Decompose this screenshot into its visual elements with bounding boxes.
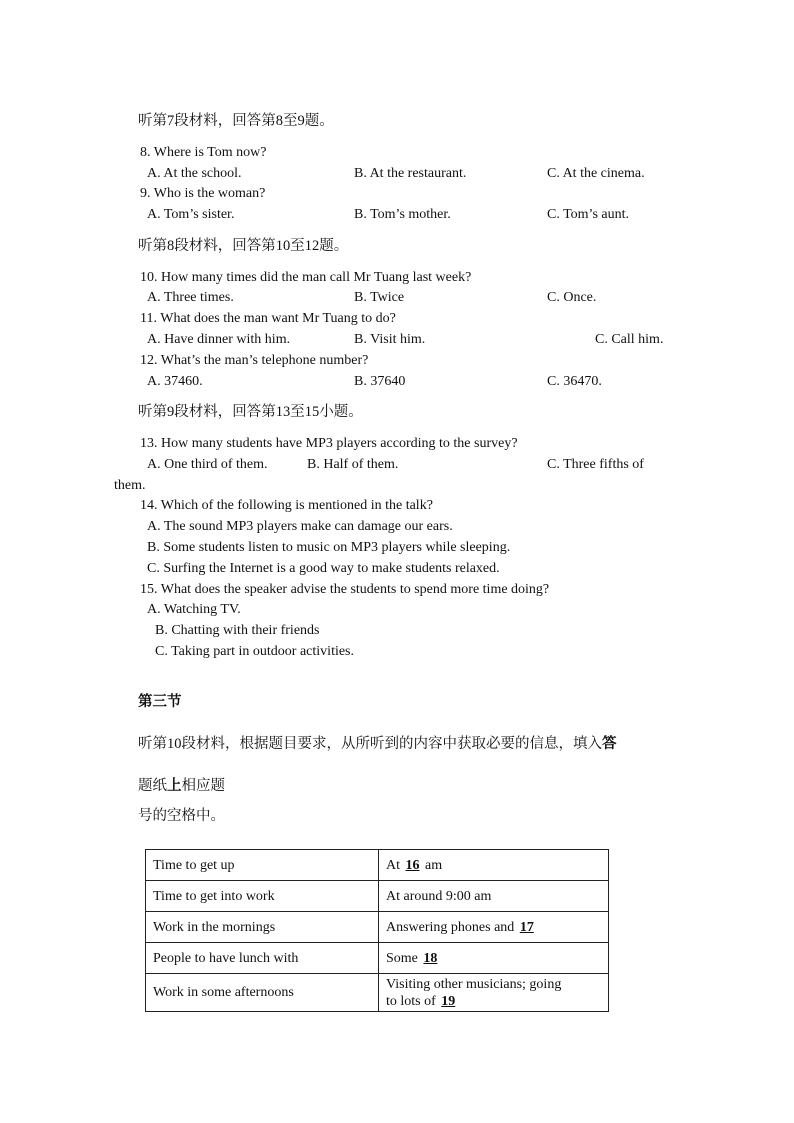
question-14-option-b: B. Some students listen to music on MP3 players while sleeping.	[147, 540, 511, 555]
question-14-option-c: C. Surfing the Internet is a good way to make students relaxed.	[147, 561, 500, 576]
question-11-stem: 11. What does the man want Mr Tuang to do?	[140, 311, 396, 326]
question-14-stem: 14. Which of the following is mentioned in the talk?	[140, 498, 433, 513]
question-13-option-c-wrap: them.	[114, 478, 146, 493]
question-10-stem: 10. How many times did the man call Mr Tuang last week?	[140, 270, 472, 285]
part3-instruction-line2	[138, 777, 225, 795]
row-value: At around 9:00 am	[379, 881, 609, 912]
question-12-stem: 12. What’s the man’s telephone number?	[140, 353, 369, 368]
question-15-option-b: B. Chatting with their friends	[155, 623, 320, 638]
question-9-option-a: A. Tom’s sister.	[147, 207, 235, 222]
question-13-stem: 13. How many students have MP3 players according to the survey?	[140, 436, 518, 451]
value-text: Visiting other musicians; going	[386, 976, 562, 992]
row-label: Time to get into work	[146, 881, 379, 912]
row-value	[379, 912, 609, 943]
question-8-option-b: B. At the restaurant.	[354, 166, 467, 181]
row-label: Work in some afternoons	[146, 974, 379, 1012]
row-label: People to have lunch with	[146, 943, 379, 974]
question-11-option-c: C. Call him.	[595, 332, 664, 347]
row-value	[379, 943, 609, 974]
value-text: am	[425, 857, 443, 873]
table-row	[146, 850, 609, 881]
instruction-text: 相应题	[181, 778, 225, 794]
value-text: to lots of	[386, 993, 436, 1009]
row-value	[379, 974, 609, 1012]
question-11-option-a: A. Have dinner with him.	[147, 332, 291, 347]
question-10-option-c: C. Once.	[547, 290, 597, 305]
instruction-bold: 上	[167, 778, 182, 794]
answer-blank-16[interactable]: 16	[405, 857, 420, 873]
question-8-option-c: C. At the cinema.	[547, 166, 645, 181]
question-15-option-c: C. Taking part in outdoor activities.	[155, 644, 355, 659]
info-table	[145, 849, 609, 1012]
part3-instruction-line1	[138, 735, 617, 753]
answer-blank-19[interactable]: 19	[441, 993, 456, 1009]
section8-heading: 听第8段材料，回答第10至12题。	[138, 238, 349, 254]
question-10-option-a: A. Three times.	[147, 290, 234, 305]
row-label: Time to get up	[146, 850, 379, 881]
question-15-stem: 15. What does the speaker advise the students to spend more time doing?	[140, 582, 550, 597]
question-12-option-b: B. 37640	[354, 374, 406, 389]
question-15-option-a: A. Watching TV.	[147, 602, 241, 617]
instruction-text: 听第10段材料，根据题目要求，从所听到的内容中获取必要的信息，填入	[138, 736, 602, 752]
row-value	[379, 850, 609, 881]
instruction-text: 题纸	[138, 778, 167, 794]
question-13-option-b: B. Half of them.	[307, 457, 399, 472]
part3-instruction-line3: 号的空格中。	[138, 808, 225, 824]
value-text-line2	[386, 993, 601, 1010]
question-14-option-a: A. The sound MP3 players make can damage our ears.	[147, 519, 453, 534]
question-8-stem: 8. Where is Tom now?	[140, 145, 267, 160]
answer-blank-17[interactable]: 17	[519, 919, 534, 935]
answer-blank-18[interactable]: 18	[423, 950, 438, 966]
table-row	[146, 974, 609, 1012]
instruction-bold: 答	[602, 736, 617, 752]
question-12-option-c: C. 36470.	[547, 374, 602, 389]
table-row	[146, 912, 609, 943]
value-text: At	[386, 857, 400, 873]
question-9-option-c: C. Tom’s aunt.	[547, 207, 629, 222]
table-row	[146, 943, 609, 974]
part3-title: 第三节	[138, 694, 182, 710]
question-12-option-a: A. 37460.	[147, 374, 203, 389]
question-13-option-c: C. Three fifths of	[547, 457, 644, 472]
question-9-option-b: B. Tom’s mother.	[354, 207, 451, 222]
question-9-stem: 9. Who is the woman?	[140, 186, 266, 201]
value-text: Some	[386, 950, 418, 966]
section7-heading: 听第7段材料，回答第8至9题。	[138, 113, 334, 129]
table-row	[146, 881, 609, 912]
value-text: Answering phones and	[386, 919, 515, 935]
question-11-option-b: B. Visit him.	[354, 332, 426, 347]
question-13-option-a: A. One third of them.	[147, 457, 268, 472]
question-8-option-a: A. At the school.	[147, 166, 242, 181]
section9-heading: 听第9段材料，回答第13至15小题。	[138, 404, 363, 420]
row-label: Work in the mornings	[146, 912, 379, 943]
question-10-option-b: B. Twice	[354, 290, 405, 305]
